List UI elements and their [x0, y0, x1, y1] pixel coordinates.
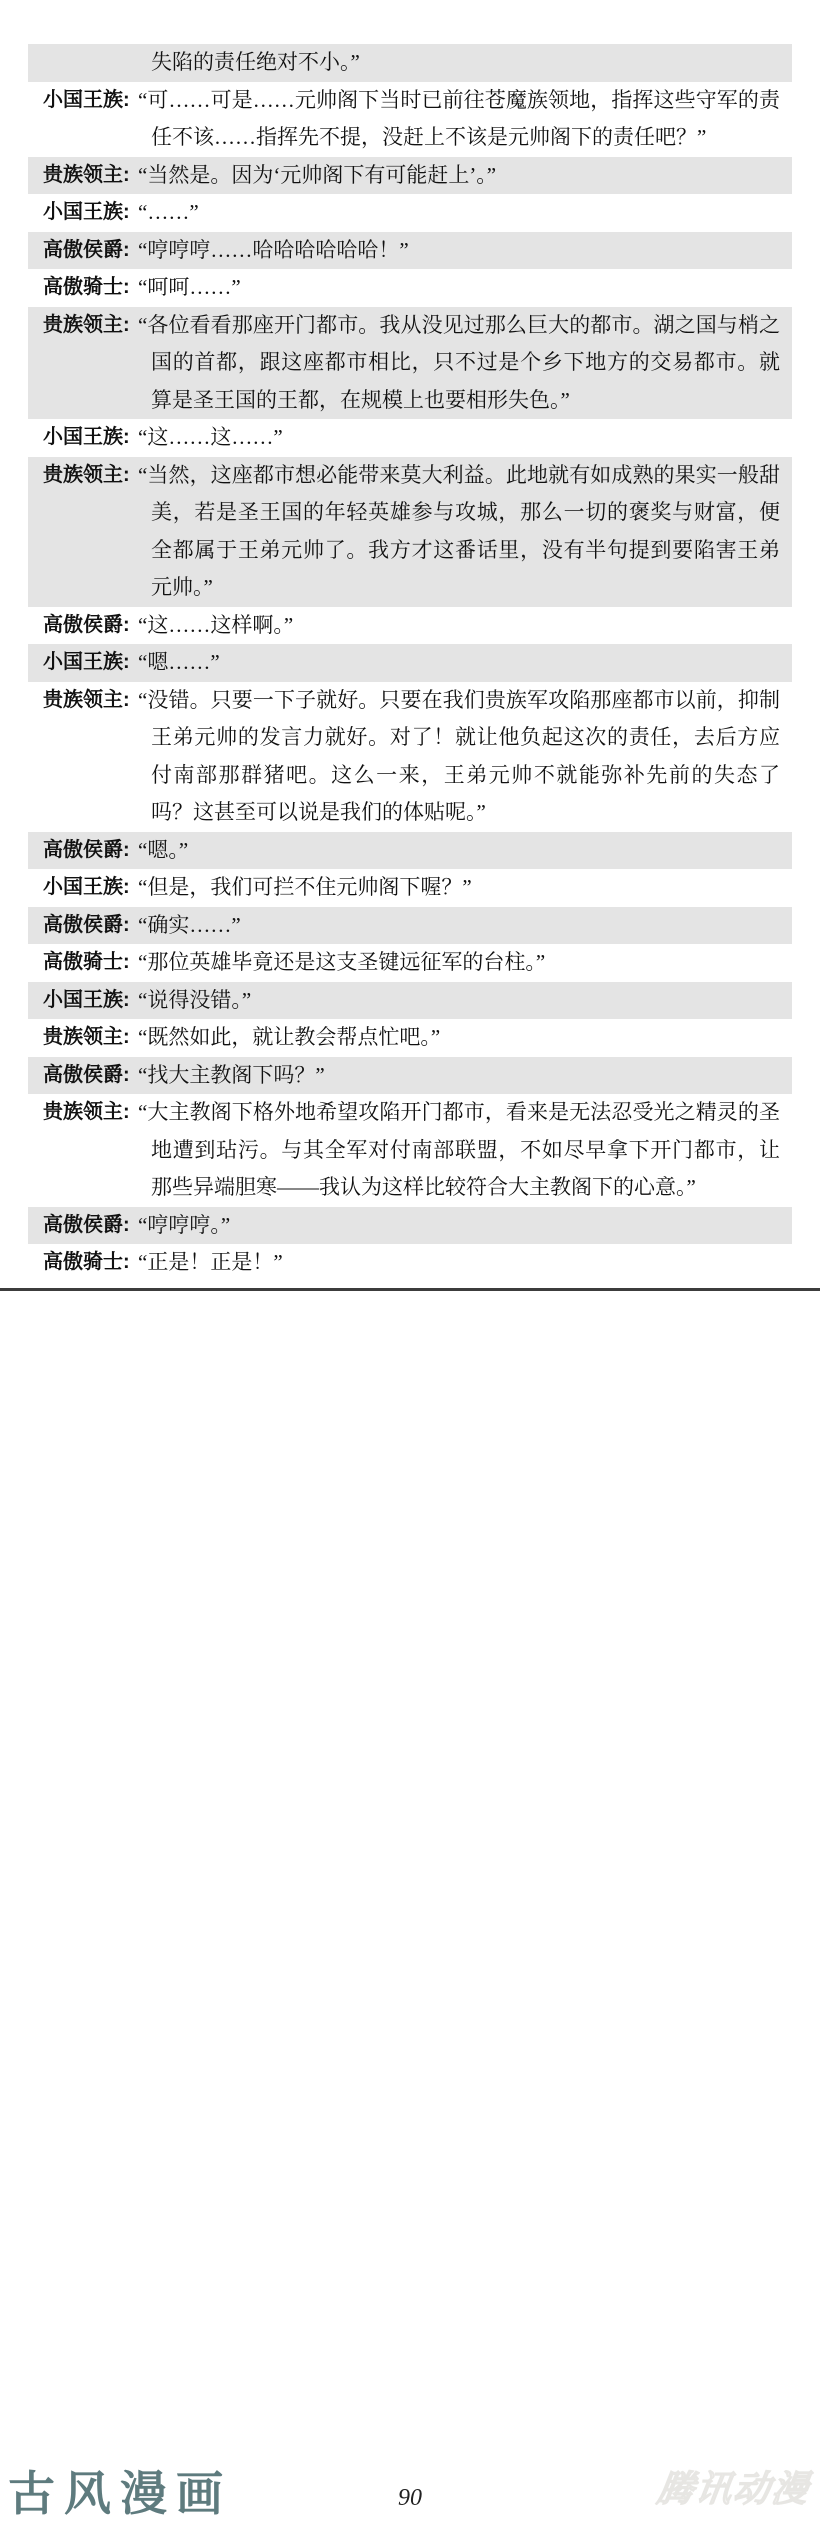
dialogue-text: “嗯……”	[138, 650, 220, 674]
speaker-label: 高傲侯爵:	[43, 913, 130, 936]
speaker-label: 小国王族:	[43, 426, 130, 448]
speaker-label: 小国王族:	[43, 988, 130, 1011]
dialogue-row	[28, 607, 792, 645]
dialogue-text: “找大主教阁下吗？”	[138, 1062, 325, 1087]
page-number: 90	[398, 2485, 422, 2511]
dialogue-row	[28, 1057, 792, 1095]
dialogue-row	[28, 269, 792, 307]
speaker-label: 贵族领主:	[43, 163, 130, 186]
gufeng-manhua-logo: 古风漫画	[8, 2469, 232, 2521]
dialogue-text: “当然是。因为‘元帅阁下有可能赶上’。”	[138, 162, 497, 187]
speaker-label: 小国王族:	[43, 201, 130, 223]
page-footer	[0, 1231, 820, 2521]
dialogue-text: “嗯。”	[138, 837, 189, 862]
dialogue-row	[28, 644, 792, 682]
dialogue-text: “没错。只要一下子就好。只要在我们贵族军攻陷那座都市以前，抑制王弟元帅的发言力就好。对了！就让他负起这次的责任，去后方应付南部那群猪吧。这么一来，王弟元帅不就能弥补先前的失态了吗？这甚至可以说是我们的体贴呢。”	[138, 687, 780, 824]
dialogue-text: “……”	[138, 200, 199, 224]
speaker-label: 贵族领主:	[43, 463, 130, 486]
dialogue-text: “哼哼哼。”	[138, 1212, 231, 1237]
speaker-label: 贵族领主:	[43, 688, 130, 711]
speaker-label: 高傲骑士:	[43, 951, 130, 973]
dialogue-text: “这……这样啊。”	[138, 612, 294, 637]
dialogue-row	[28, 157, 792, 195]
dialogue-list	[28, 44, 792, 1282]
speaker-label: 高傲侯爵:	[43, 238, 130, 261]
dialogue-text: 失陷的责任绝对不小。”	[151, 50, 360, 74]
dialogue-row	[28, 944, 792, 982]
dialogue-row	[28, 982, 792, 1020]
speaker-label: 高傲侯爵:	[43, 838, 130, 861]
dialogue-text: “既然如此，就让教会帮点忙吧。”	[138, 1025, 441, 1049]
dialogue-row	[28, 232, 792, 270]
speaker-label: 小国王族:	[43, 651, 130, 673]
dialogue-text: “哼哼哼……哈哈哈哈哈哈！”	[138, 237, 409, 262]
dialogue-text: “呵呵……”	[138, 275, 241, 299]
tencent-comics-watermark: 腾讯动漫	[654, 2468, 813, 2509]
speaker-label: 小国王族:	[43, 876, 130, 898]
dialogue-row	[28, 1094, 792, 1207]
dialogue-row	[28, 307, 792, 420]
dialogue-row	[28, 832, 792, 870]
dialogue-row	[28, 82, 792, 157]
dialogue-row	[28, 1019, 792, 1057]
dialogue-row	[28, 194, 792, 232]
dialogue-text: “大主教阁下格外地希望攻陷开门都市，看来是无法忍受光之精灵的圣地遭到玷污。与其全军对付南部联盟，不如尽早拿下开门都市，让那些异端胆寒——我认为这样比较符合大主教阁下的心意。”	[138, 1100, 780, 1199]
speaker-label: 小国王族:	[43, 88, 130, 111]
dialogue-text: “说得没错。”	[138, 987, 252, 1012]
speaker-label: 高傲侯爵:	[43, 613, 130, 636]
dialogue-text: “确实……”	[138, 912, 241, 937]
speaker-label: 贵族领主:	[43, 1101, 130, 1123]
dialogue-text: “那位英雄毕竟还是这支圣键远征军的台柱。”	[138, 950, 546, 974]
speaker-label: 高傲侯爵:	[43, 1063, 130, 1086]
speaker-label: 高傲骑士:	[43, 276, 130, 298]
dialogue-row	[28, 419, 792, 457]
dialogue-row	[28, 457, 792, 607]
dialogue-row	[28, 682, 792, 832]
speaker-label: 贵族领主:	[43, 1026, 130, 1048]
dialogue-text: “可……可是……元帅阁下当时已前往苍魔族领地，指挥这些守军的责任不该……指挥先不提，没赶上不该是元帅阁下的责任吧？”	[138, 87, 780, 149]
dialogue-row	[28, 869, 792, 907]
dialogue-row	[28, 907, 792, 945]
dialogue-text: “正是！正是！”	[138, 1250, 283, 1274]
dialogue-text: “但是，我们可拦不住元帅阁下喔？”	[138, 875, 472, 899]
dialogue-row	[28, 44, 792, 82]
dialogue-text: “当然，这座都市想必能带来莫大利益。此地就有如成熟的果实一般甜美，若是圣王国的年轻英雄参与攻城，那么一切的褒奖与财富，便全都属于王弟元帅了。我方才这番话里，没有半句提到要陷害王弟元帅。”	[138, 462, 780, 599]
dialogue-text: “各位看看那座开门都市。我从没见过那么巨大的都市。湖之国与梢之国的首都，跟这座都市相比，只不过是个乡下地方的交易都市。就算是圣王国的王都，在规模上也要相形失色。”	[138, 312, 780, 412]
speaker-label: 贵族领主:	[43, 313, 130, 336]
dialogue-text: “这……这……”	[138, 425, 283, 449]
speaker-label: 高傲侯爵:	[43, 1213, 130, 1236]
speaker-label: 高傲骑士:	[43, 1251, 130, 1273]
